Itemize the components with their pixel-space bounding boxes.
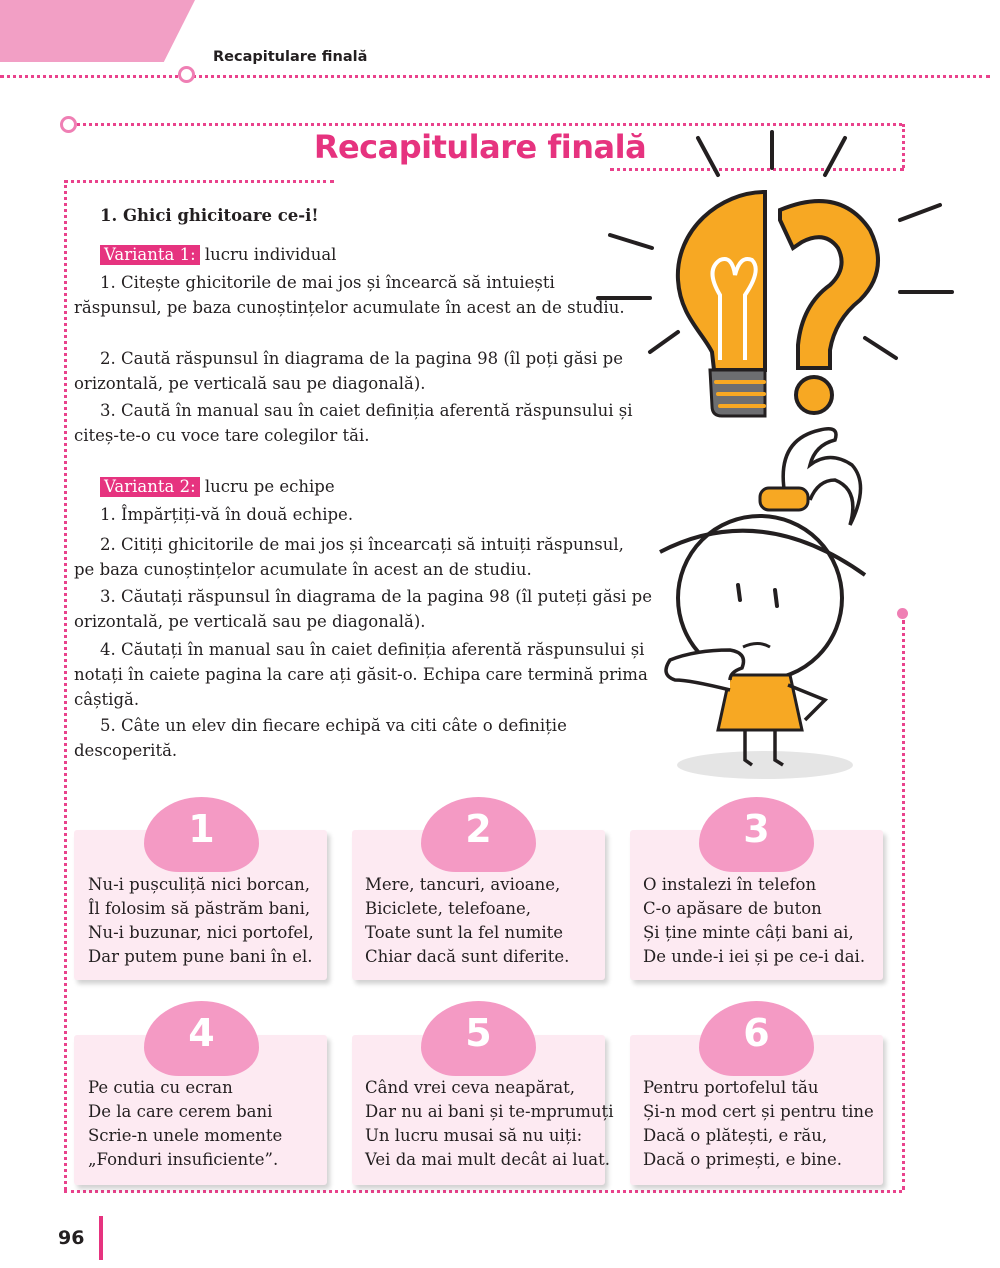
page-number-bar	[99, 1216, 103, 1260]
riddle-number-5: 5	[465, 1011, 492, 1055]
variant-1-label: lucru individual	[204, 245, 337, 264]
riddle-text-6	[643, 1076, 874, 1172]
variant-2-label: lucru pe echipe	[204, 477, 335, 496]
riddle-text-4	[88, 1076, 282, 1172]
variant-2-step-3: 3. Căutați răspunsul în diagrama de la pagina 98 (îl puteți găsi pe orizontală, pe verticală sau pe diagonală).	[74, 587, 652, 631]
riddle-1-line-4: Dar putem pune bani în el.	[88, 947, 313, 966]
variant-2-step-1: 1. Împărțiți-vă în două echipe.	[100, 505, 354, 524]
riddle-6-line-1: Pentru portofelul tău	[643, 1078, 819, 1097]
riddle-number-6: 6	[743, 1011, 770, 1055]
corner-tab	[0, 0, 195, 62]
riddle-number-1: 1	[188, 807, 215, 851]
variant-2-badge: Varianta 2:	[100, 477, 200, 497]
riddle-text-5	[365, 1076, 613, 1172]
content-bottom-dotted-line	[64, 1190, 902, 1193]
riddle-number-tab-3	[699, 797, 814, 872]
riddle-number-tab-1	[144, 797, 259, 872]
riddle-number-tab-5	[421, 1001, 536, 1076]
riddle-5-line-4: Vei da mai mult decât ai luat.	[365, 1150, 611, 1169]
variant-2-step-4: 4. Căutați în manual sau în caiet definiția aferentă răspunsului și notați în caiete pagina la care ați găsit-o. Echipa care termină prima câștigă.	[74, 640, 648, 709]
riddle-4-line-2: De la care cerem bani	[88, 1102, 273, 1121]
riddle-3-line-3: Și ține minte câți bani ai,	[643, 923, 854, 942]
variant-1-step-1: 1. Citește ghicitorile de mai jos și încearcă să intuiești răspunsul, pe baza cunoștințelor acumulate în acest an de studiu.	[74, 273, 625, 317]
riddle-3-line-1: O instalezi în telefon	[643, 875, 817, 894]
variant-1-step-2: 2. Caută răspunsul în diagrama de la pagina 98 (îl poți găsi pe orizontală, pe verticală sau pe diagonală).	[74, 349, 623, 393]
content-left-dotted-line	[64, 180, 67, 1190]
variant-1-heading	[100, 242, 336, 267]
riddle-1-line-3: Nu-i buzunar, nici portofel,	[88, 923, 314, 942]
riddle-5-line-1: Când vrei ceva neapărat,	[365, 1078, 576, 1097]
riddle-text-2	[365, 873, 569, 969]
riddle-number-3: 3	[743, 807, 770, 851]
riddle-2-line-2: Biciclete, telefoane,	[365, 899, 532, 918]
riddle-4-line-3: Scrie-n unele momente	[88, 1126, 283, 1145]
riddle-number-tab-4	[144, 1001, 259, 1076]
riddle-text-1	[88, 873, 314, 969]
variant-2-step-5: 5. Câte un elev din fiecare echipă va citi câte o definiție descoperită.	[74, 716, 567, 760]
riddle-text-3	[643, 873, 865, 969]
content-top-dotted-line	[64, 180, 334, 183]
page-title: Recapitulare finală	[313, 128, 647, 166]
riddle-6-line-4: Dacă o primești, e bine.	[643, 1150, 843, 1169]
thinking-girl-illustration	[580, 120, 960, 790]
variant-1-step-3: 3. Caută în manual sau în caiet definiția aferentă răspunsului și citeș-te-o cu voce tare colegilor tăi.	[74, 401, 633, 445]
title-ring	[60, 116, 77, 133]
riddle-6-line-3: Dacă o plătești, e rău,	[643, 1126, 828, 1145]
riddle-5-line-3: Un lucru musai să nu uiți:	[365, 1126, 583, 1145]
variant-2-heading	[100, 474, 335, 499]
riddle-number-tab-2	[421, 797, 536, 872]
riddle-3-line-2: C-o apăsare de buton	[643, 899, 822, 918]
riddle-5-line-2: Dar nu ai bani și te-mprumuți	[365, 1102, 614, 1121]
page-number: 96	[58, 1227, 85, 1249]
question-mark-icon	[780, 201, 878, 413]
riddle-4-line-1: Pe cutia cu ecran	[88, 1078, 233, 1097]
light-bulb-icon	[678, 192, 765, 416]
riddle-3-line-4: De unde-i iei și pe ce-i dai.	[643, 947, 866, 966]
riddle-2-line-4: Chiar dacă sunt diferite.	[365, 947, 570, 966]
riddle-number-2: 2	[465, 807, 492, 851]
running-header: Recapitulare finală	[213, 49, 368, 65]
riddle-1-line-1: Nu-i pușculiță nici borcan,	[88, 875, 310, 894]
light-rays-icon	[598, 132, 952, 358]
variant-1-badge: Varianta 1:	[100, 245, 200, 265]
riddle-number-4: 4	[188, 1011, 215, 1055]
header-dotted-line	[0, 75, 990, 78]
riddle-number-tab-6	[699, 1001, 814, 1076]
riddle-6-line-2: Și-n mod cert și pentru tine	[643, 1102, 874, 1121]
exercise-title: 1. Ghici ghicitoare ce-i!	[100, 206, 319, 225]
riddle-2-line-3: Toate sunt la fel numite	[365, 923, 564, 942]
variant-2-step-2: 2. Citiți ghicitorile de mai jos și încearcați să intuiți răspunsul, pe baza cunoștințelor acumulate în acest an de studiu.	[74, 535, 624, 579]
riddle-4-line-4: „Fonduri insuficiente”.	[88, 1150, 279, 1169]
header-ring	[178, 66, 195, 83]
riddle-1-line-2: Îl folosim să păstrăm bani,	[88, 899, 311, 918]
riddle-2-line-1: Mere, tancuri, avioane,	[365, 875, 561, 894]
